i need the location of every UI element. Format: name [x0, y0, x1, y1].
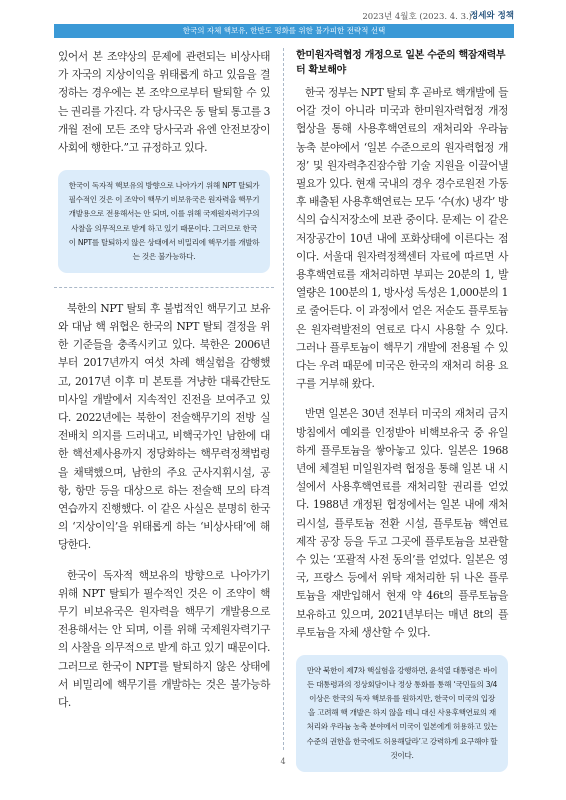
left-paragraph-3: 한국이 독자적 핵보유의 방향으로 나아가기 위해 NPT 탈퇴가 필수적인 것은 이 조약이 핵무기 비보유국은 원자력을 핵무기 개발용으로 전용해서는 안 되며, 이를 위해 국제원자력기구의 사찰을 의무적으로 받게 하고 있기 때문이다. 그러므로 한국이 NPT를 탈퇴하지 않은 상태에서 비밀리에 핵무기를 개발하는 것은 불가능하다. — [58, 568, 270, 710]
series-title: 정세와 정책 — [469, 11, 514, 21]
right-callout-box — [296, 655, 508, 772]
issue-date: 2023년 4월호 (2023. 4. 3.) — [362, 12, 472, 22]
left-callout-text: 한국이 독자적 핵보유의 방향으로 나아가기 위해 NPT 탈퇴가 필수적인 것은 이 조약이 핵무기 비보유국은 원자력을 핵무기 개발용으로 전용해서는 안 되며, 이를 위해 국제원자력기구의 사찰을 의무적으로 받게 하고 있기 때문이다. 그러므로 한국이 NPT를 탈퇴하지 않은 상태에서 비밀리에 핵무기를 개발하는 것은 불가능하다. — [68, 181, 260, 261]
right-paragraph-2: 반면 일본은 30년 전부터 미국의 재처리 금지 방침에서 예외를 인정받아 비핵보유국 중 유일하게 플루토늄을 쌓아놓고 있다. 일본은 1968년에 체결된 미일원자력 협정을 통해 일본 내 시설에서 사용후핵연료를 재처리할 권리를 얻었다. 1988년 개정된 협정에서는 일본 내에 재처리시설, 플루토늄 전환 시설, 플루토늄 핵연료 제작 공장 등을 두고 그곳에 플루토늄을 보관할 수 있는 ‘포괄적 사전 동의’를 얻었다. 일본은 영국, 프랑스 등에서 위탁 재처리한 뒤 나온 플루토늄을 재반입해서 현재 약 46t의 플루토늄을 보유하고 있으며, 2021년부터는 매년 8t의 플루토늄을 자체 생산할 수 있다. — [296, 407, 508, 639]
right-column — [296, 48, 508, 772]
left-paragraph-2: 북한의 NPT 탈퇴 후 불법적인 핵무기고 보유와 대남 핵 위협은 한국의 NPT 탈퇴 결정을 위한 기준들을 충족시키고 있다. 북한은 2006년부터 2017년까지 여섯 차례 핵실험을 감행했고, 2017년 이후 미 본토를 겨냥한 대륙간탄도미사일 개발에서 지속적인 진전을 보여주고 있다. 2022년에는 북한이 전술핵무기의 전방 실전배치 의지를 드러내고, 비핵국가인 남한에 대한 핵선제사용까지 정당화하는 핵무력정책법령을 채택했으며, 남한의 주요 군사지휘시설, 공항, 항만 등을 대상으로 하는 전술핵 모의 타격 연습까지 진행했다. 이 같은 사실은 분명히 한국의 ‘지상이익’을 위태롭게 하는 ‘비상사태’에 해당한다. — [58, 301, 270, 552]
right-callout-text: 만약 북한이 제7차 핵실험을 강행하면, 윤석열 대통령은 바이든 대통령과의 정상회담이나 정상 통화를 통해 ‘국민들의 3/4 이상은 한국의 독자 핵보유를 원하지만, 한국이 미국의 입장을 고려해 핵 개발은 하지 않을 테니 대신 사용후핵연료의 재처리와 우라늄 농축 분야에서 미국이 일본에게 허용하고 있는 수준의 권한을 한국에도 허용해달라’고 강력하게 요구해야 할 것이다. — [306, 666, 498, 760]
section-heading: 한미원자력협정 개정으로 일본 수준의 핵잠재력부터 확보해야 — [296, 50, 506, 76]
left-callout-box — [58, 170, 270, 273]
left-box-rule — [54, 287, 274, 288]
column-divider — [283, 48, 284, 750]
left-paragraph-1: 있어서 본 조약상의 문제에 관련되는 비상사태가 자국의 지상이익을 위태롭게 하고 있음을 결정하는 경우에는 본 조약으로부터 탈퇴할 수 있는 권리를 가진다. 각 당사국은 동 탈퇴 통고를 3개월 전에 모든 조약 당사국과 유엔 안전보장이사회에 행한다.”고 규정하고 있다. — [58, 50, 271, 155]
right-paragraph-1: 한국 정부는 NPT 탈퇴 후 곧바로 핵개발에 들어갈 것이 아니라 미국과 한미원자력협정 개정협상을 통해 사용후핵연료의 재처리와 우라늄 농축 분야에서 ‘일본 수준으로의 원자력협정 개정’ 및 원자력추진잠수함 기술 지원을 이끌어낼 필요가 있다. 현재 국내의 경우 경수로원전 가동 후 배출된 사용후핵연료는 모두 ‘수(水) 냉각’ 방식의 습식저장소에 보관 중이다. 문제는 이 같은 저장공간이 10년 내에 포화상태에 이른다는 점이다. 서울대 원자력정책센터 자료에 따르면 사용후핵연료를 재처리하면 부피는 20분의 1, 발열량은 100분의 1, 방사성 독성은 1,000분의 1로 줄어든다. 이 과정에서 얻은 저순도 플루토늄은 원자력발전의 연료로 다시 사용할 수 있다. 그러나 플루토늄이 핵무기 개발에 전용될 수 있다는 우려 때문에 미국은 한국의 재처리 허용 요구를 거부해 왔다. — [296, 86, 508, 391]
left-column — [58, 48, 270, 712]
banner-title: 한국의 자체 핵보유, 한반도 평화를 위한 불가피한 전략적 선택 — [54, 24, 514, 38]
page-number: 4 — [280, 757, 286, 766]
